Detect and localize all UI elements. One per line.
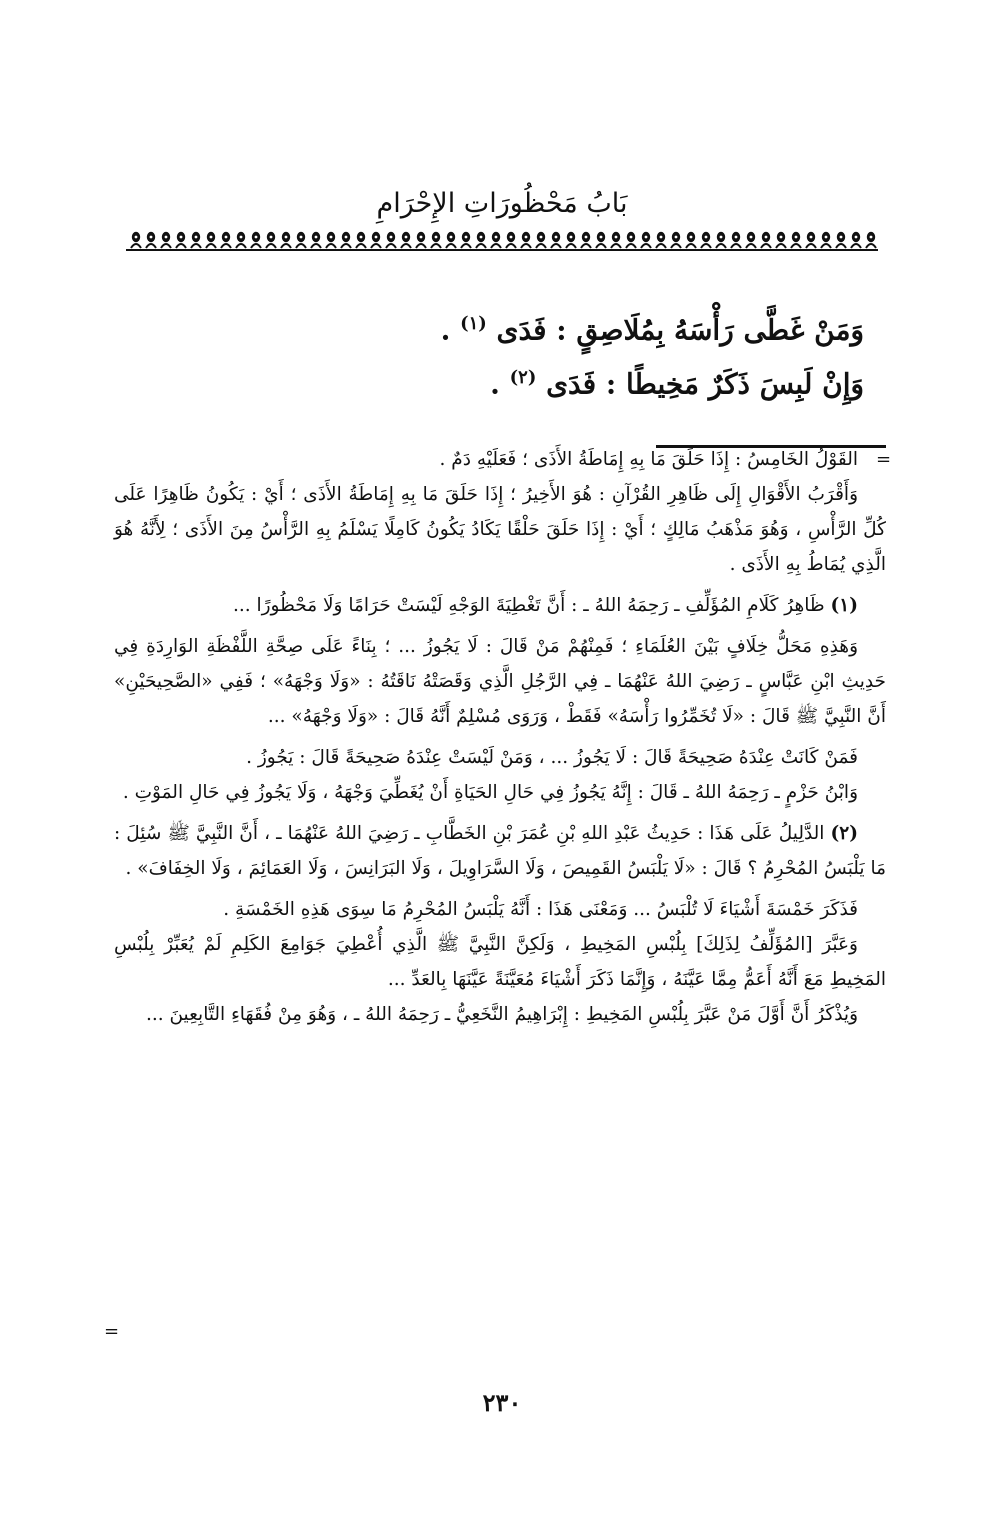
matn-line-1-text: وَمَنْ غَطَّى رَأْسَهُ بِمُلَاصِقٍ : فَدَى [496, 313, 864, 347]
commentary-paragraph: وَعَبَّرَ [المُؤَلِّفُ لِذَلِكَ] بِلُبْسِ المَخِيطِ ، وَلَكِنَّ النَّبِيَّ ﷺ الَّذِي أُعْطِيَ جَوَامِعَ الكَلِمِ لَمْ يُعَبِّرْ بِلُبْسِ المَخِيطِ مَعَ أَنَّهُ أَعَمُّ مِمَّا عَيَّنَهُ ، وَإِنَّمَا ذَكَرَ أَشْيَاءَ مُعَيَّنَةً عَيَّنَهَا بِالعَدِّ ... [114, 934, 886, 990]
commentary-paragraph: وَابْنُ حَزْمٍ ـ رَحِمَهُ اللهُ ـ قَالَ : إِنَّهُ يَجُوزُ فِي حَالِ الحَيَاةِ أَنْ يُغَطِّيَ وَجْهَهُ ، وَلَا يَجُوزُ فِي حَالِ المَوْتِ . [122, 782, 858, 803]
ornament-motif [191, 232, 201, 248]
commentary [114, 442, 886, 1032]
footnote-2-text: الدَّلِيلُ عَلَى هَذَا : حَدِيثُ عَبْدِ اللهِ بْنِ عُمَرَ بْنِ الخَطَّابِ ـ رَضِيَ اللهُ عَنْهُمَا ـ ، أَنَّ النَّبِيَّ ﷺ سُئِلَ : مَا يَلْبَسُ المُحْرِمُ ؟ قَالَ : «لَا يَلْبَسُ القَمِيصَ ، وَلَا السَّرَاوِيلَ ، وَلَا البَرَانِسَ ، وَلَا العَمَائِمَ ، وَلَا الخِفَافَ» . [114, 823, 886, 879]
ornament-motif [431, 232, 441, 248]
ornament-motif [611, 232, 621, 248]
commentary-paragraph: وَأَقْرَبُ الأَقْوَالِ إِلَى ظَاهِرِ القُرْآنِ : هُوَ الأَخِيرُ ؛ إِذَا حَلَقَ مَا بِهِ إِمَاطَةُ الأَذَى ؛ أَيْ : يَكُونُ ظَاهِرًا عَلَى كُلِّ الرَّأْسِ ، وَهُوَ مَذْهَبُ مَالِكٍ ؛ أَيْ : إِذَا حَلَقَ حَلْقًا يَكَادُ يَكُونُ كَامِلًا يَسْلَمُ بِهِ الرَّأْسُ مِنَ الأَذَى ؛ لِأَنَّهُ هُوَ الَّذِي يُمَاطُ بِهِ الأَذَى . [114, 484, 886, 575]
ornament-motif [251, 232, 261, 248]
commentary-paragraph: وَهَذِهِ مَحَلُّ خِلَافٍ بَيْنَ العُلَمَاءِ ؛ فَمِنْهُمْ مَنْ قَالَ : لَا يَجُوزُ ... ؛ بِنَاءً عَلَى صِحَّةِ اللَّفْظَةِ الوَارِدَةِ فِي حَدِيثِ ابْنِ عَبَّاسٍ ـ رَضِيَ اللهُ عَنْهُمَا ـ فِي الرَّجُلِ الَّذِي وَقَصَتْهُ نَاقَتُهُ : «وَلَا وَجْهَهُ» ؛ فَفِي «الصَّحِيحَيْنِ» أَنَّ النَّبِيَّ ﷺ قَالَ : «لَا تُخَمِّرُوا رَأْسَهُ» فَقَطْ ، وَرَوَى مُسْلِمٌ أَنَّهُ قَالَ : «وَلَا وَجْهَهُ» ... [114, 636, 886, 727]
ornament-motif [866, 232, 876, 248]
footnote-1-label: (١) [830, 595, 858, 616]
matn-line-1-end: . [440, 313, 451, 347]
ornament-motif [476, 232, 486, 248]
ornament-motif [656, 232, 666, 248]
ornament-motif [521, 232, 531, 248]
ornament-motif [701, 232, 711, 248]
ornament-motif [236, 232, 246, 248]
footnote-1 [114, 588, 886, 623]
commentary-paragraph: القَوْلُ الخَامِسُ : إِذَا حَلَقَ مَا بِهِ إِمَاطَةُ الأَذَى ؛ فَعَلَيْهِ دَمٌ . [439, 449, 858, 470]
ornament-motif [851, 232, 861, 248]
continuation-mark-bottom: = [104, 1321, 120, 1342]
matn-line-2-ref: (٢) [509, 367, 537, 388]
ornament-motif [686, 232, 696, 248]
ornament-motif [836, 232, 846, 248]
chapter-title: بَابُ مَحْظُورَاتِ الإِحْرَامِ [376, 188, 628, 219]
matn-line-1-ref: (١) [460, 313, 487, 334]
footnote-1-text: ظَاهِرُ كَلَامِ المُؤَلِّفِ ـ رَحِمَهُ اللهُ ـ : أَنَّ تَغْطِيَةَ الوَجْهِ لَيْسَتْ حَرَامًا وَلَا مَحْظُورًا ... [232, 595, 825, 616]
ornament-motif [416, 232, 426, 248]
ornament-svg [122, 228, 882, 254]
ornament-motif [176, 232, 186, 248]
ornament-motif [356, 232, 366, 248]
ornament-motif [731, 232, 741, 248]
ornament-motif [311, 232, 321, 248]
matn-line-1 [144, 304, 864, 350]
ornament-motif [326, 232, 336, 248]
footnote-2-label: (٢) [830, 823, 858, 844]
ornament-motif [641, 232, 651, 248]
ornament-motif [371, 232, 381, 248]
commentary-paragraph: فَذَكَرَ خَمْسَةَ أَشْيَاءَ لَا تُلْبَسُ ... وَمَعْنَى هَذَا : أَنَّهُ يَلْبَسُ المُحْرِمُ مَا سِوَى هَذِهِ الخَمْسَةِ . [223, 899, 858, 920]
ornament-motif [266, 232, 276, 248]
ornament-motif [551, 232, 561, 248]
ornament-motif [671, 232, 681, 248]
ornament-motif [401, 232, 411, 248]
matn-line-2-text: وَإِنْ لَبِسَ ذَكَرٌ مَخِيطًا : فَدَى [546, 367, 864, 401]
ornament-motif [626, 232, 636, 248]
ornament-motif [386, 232, 396, 248]
matn-line-2-end: . [490, 367, 500, 401]
ornament-motif [131, 232, 141, 248]
ornament-motif [146, 232, 156, 248]
ornament-motif [506, 232, 516, 248]
ornament-motif [596, 232, 606, 248]
ornament-motif [821, 232, 831, 248]
ornament-motif [716, 232, 726, 248]
ornament-motif [566, 232, 576, 248]
ornament-motif [221, 232, 231, 248]
ornament-motif [296, 232, 306, 248]
ornament-motif [806, 232, 816, 248]
matn-line-2 [144, 358, 864, 404]
ornament-motif [281, 232, 291, 248]
ornament-motif [491, 232, 501, 248]
footnote-2 [114, 816, 886, 886]
ornament-motif [791, 232, 801, 248]
continuation-mark-top: = [876, 449, 892, 470]
ornament-motif [206, 232, 216, 248]
ornament-motif [461, 232, 471, 248]
commentary-paragraph: وَيُذْكَرُ أَنَّ أَوَّلَ مَنْ عَبَّرَ بِلُبْسِ المَخِيطِ : إِبْرَاهِيمُ النَّخَعِيُّ ـ رَحِمَهُ اللهُ ـ ، وَهُوَ مِنْ فُقَهَاءِ التَّابِعِينَ ... [145, 1004, 858, 1025]
commentary-paragraph: فَمَنْ كَانَتْ عِنْدَهُ صَحِيحَةً قَالَ : لَا يَجُوزُ ... ، وَمَنْ لَيْسَتْ عِنْدَهُ صَحِيحَةً قَالَ : يَجُوزُ . [246, 747, 858, 768]
ornament-motif [341, 232, 351, 248]
page-number: ٢٣٠ [482, 1388, 522, 1417]
ornament-motif [746, 232, 756, 248]
ornament-border [122, 228, 882, 254]
ornament-motif [761, 232, 771, 248]
ornament-motif [581, 232, 591, 248]
ornament-motif [161, 232, 171, 248]
ornament-motif [536, 232, 546, 248]
ornament-motif [446, 232, 456, 248]
ornament-motif [776, 232, 786, 248]
